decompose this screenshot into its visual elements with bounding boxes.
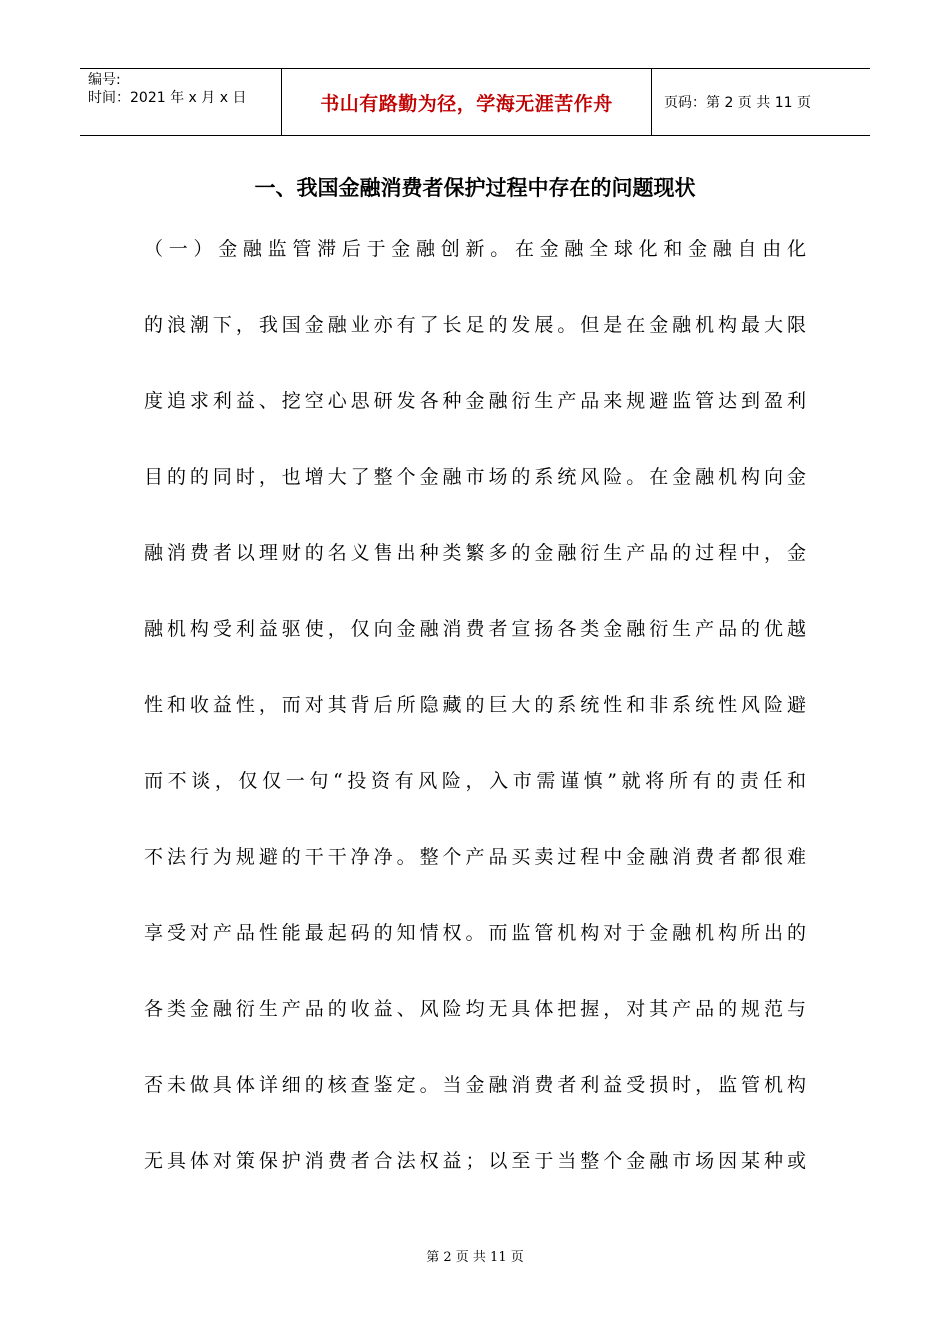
document-time-label: 时间：2021 年 x 月 x 日 [88, 90, 247, 106]
paragraph-line: 无具体对策保护消费者合法权益；以至于当整个金融市场因某种或 [144, 1150, 806, 1172]
document-header [80, 68, 870, 136]
page-footer: 第 2 页 共 11 页 [426, 1250, 524, 1265]
paragraph-line: 融机构受利益驱使，仅向金融消费者宣扬各类金融衍生产品的优越 [144, 618, 806, 640]
paragraph-line: 而不谈，仅仅一句“投资有风险，入市需谨慎”就将所有的责任和 [144, 770, 806, 792]
paragraph-line: （一）金融监管滞后于金融创新。在金融全球化和金融自由化 [144, 238, 806, 260]
header-motto-cell [282, 69, 652, 135]
paragraph-line: 不法行为规避的干干净净。整个产品买卖过程中金融消费者都很难 [144, 846, 806, 868]
paragraph-line: 享受对产品性能最起码的知情权。而监管机构对于金融机构所出的 [144, 922, 806, 944]
document-number-label: 编号: [88, 72, 121, 88]
header-page-info: 页码：第 2 页 共 11 页 [664, 95, 811, 111]
header-page-cell [652, 69, 870, 135]
body-paragraph [144, 230, 806, 1218]
paragraph-line: 性和收益性，而对其背后所隐藏的巨大的系统性和非系统性风险避 [144, 694, 806, 716]
paragraph-line: 的浪潮下，我国金融业亦有了长足的发展。但是在金融机构最大限 [144, 314, 806, 336]
paragraph-line: 各类金融衍生产品的收益、风险均无具体把握，对其产品的规范与 [144, 998, 806, 1020]
paragraph-line: 否未做具体详细的核查鉴定。当金融消费者利益受损时，监管机构 [144, 1074, 806, 1096]
header-meta-cell [80, 69, 282, 135]
section-title: 一、我国金融消费者保护过程中存在的问题现状 [254, 176, 696, 200]
header-motto: 书山有路勤为径，学海无涯苦作舟 [320, 92, 613, 115]
paragraph-line: 度追求利益、挖空心思研发各种金融衍生产品来规避监管达到盈利 [144, 390, 806, 412]
paragraph-line: 融消费者以理财的名义售出种类繁多的金融衍生产品的过程中，金 [144, 542, 806, 564]
paragraph-line: 目的的同时，也增大了整个金融市场的系统风险。在金融机构向金 [144, 466, 806, 488]
